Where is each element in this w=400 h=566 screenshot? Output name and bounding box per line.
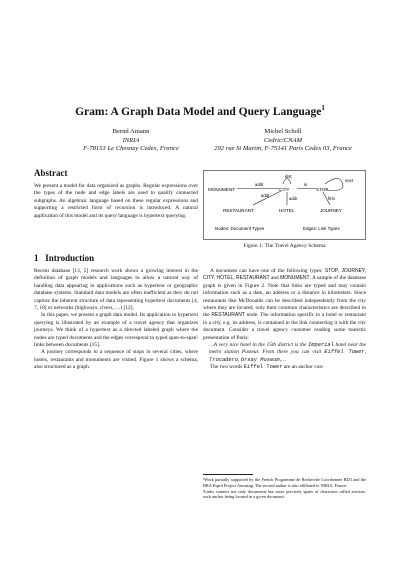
right-paragraph: A document can have one of the following types: STOP, JOURNEY, CITY, HOTEL, RESTAURANT and MONUMENT. A sample of the database graph is given in Figure 2. Note that links are typed and may contain information such as a date, an address or a distance in kilometers. Since restaurants like McDonalds can be described independently from the city where they are located, only their common characteristics are described in the RESTAURANT node. The information specific to a hotel or restaurant in a city, e.g. its address, is contained in the link connecting it with the city document. Consider a travel agency customer reading some touristic presentation of Paris: bbox=[203, 268, 367, 341]
author-name: Michel Scholl bbox=[264, 128, 302, 135]
travel-agency-schema-figure bbox=[203, 170, 366, 240]
footnote-1: ¹Work partially supported by the French Programme de Recherche Coordonnée BD3 and the BRA Esprit Project Amusing. The second author is also affiliated to INRIA, France. bbox=[203, 477, 366, 488]
abstract-heading: Abstract bbox=[34, 168, 68, 178]
label-addr-2: addr bbox=[261, 193, 270, 198]
label-first: first bbox=[328, 196, 335, 201]
abstract-text bbox=[34, 183, 198, 220]
label-addr-3: addr bbox=[289, 196, 298, 201]
author-name: Bernd Amann bbox=[112, 128, 150, 135]
right-column-text bbox=[203, 268, 366, 372]
edge-dist bbox=[283, 179, 291, 185]
node-restaurant: RESTAURANT bbox=[223, 208, 254, 213]
legend-nodes: Nodes: Document Types bbox=[215, 226, 265, 231]
author-address: 292 rue St Martin, F-75141 Paris Cedex 03, France bbox=[214, 145, 352, 153]
intro-paragraph: In this paper, we present a graph data model. Its application to hypertext querying is illustrated by an example of a travel agency that organizes journeys. We think of a hypertext as a directed labeled graph where the nodes are typed documents and the edges correspond to typed span-to-span² links between documents [15]. bbox=[34, 312, 198, 349]
paper-title: Gram: A Graph Data Model and Query Language$^1$ bbox=[75, 104, 325, 118]
footnote-2: ²Links connect not only documents but more precisely spans of characters called anchors, each anchor being located in a given document. bbox=[203, 488, 366, 500]
figure-caption: Figure 1: The Travel Agency Schema bbox=[243, 243, 326, 249]
title-footnote-mark: 1 bbox=[321, 104, 325, 112]
label-in: in bbox=[304, 182, 308, 187]
footnotes bbox=[203, 477, 366, 500]
node-journey: JOURNEY bbox=[320, 208, 342, 213]
intro-paragraph: Recent database [13, 5] research work shows a growing interest in the definition of graph models and languages to allow a natural way of handling data appearing in applications such as hypertext or geographic database systems. Standard data models are often inefficient as they do not capture the inherent structure of data representing hypertext documents [4, 7, 18] or networks (highways, rivers, …) [12]. bbox=[34, 268, 198, 312]
label-dist: dist bbox=[285, 174, 292, 179]
introduction-text bbox=[34, 268, 198, 372]
node-monument: MONUMENT bbox=[208, 187, 236, 192]
quote-paragraph: …A very nice hotel in the 15th district is the Imperial hotel near the metro station Pasteur. From there you can visit Eiffel Tower, Trocadero, Orsay Museum,… bbox=[209, 342, 366, 363]
footnote-rule bbox=[203, 474, 253, 475]
node-city: CITY bbox=[279, 187, 290, 192]
label-addr-1: addr bbox=[255, 182, 264, 187]
intro-paragraph: A journey corresponds to a sequence of stops in several cities, where hotels, restaurants and monuments are visited. Figure 1 shows a schema, also structured as a graph. bbox=[34, 349, 198, 371]
label-next: next bbox=[345, 178, 353, 183]
author-block-2 bbox=[183, 128, 383, 154]
author-address: F-78153 Le Chesnay Cedex, France bbox=[83, 145, 179, 153]
right-paragraph: The two words Eiffel Tower are an anchor con- bbox=[210, 364, 324, 371]
node-hotel: HOTEL bbox=[279, 208, 295, 213]
node-stop: STOP bbox=[316, 187, 329, 192]
author-institution: INRIA bbox=[122, 136, 140, 144]
section-heading-introduction: 1 Introduction bbox=[34, 253, 95, 263]
author-institution: Cedric/CNAM bbox=[263, 136, 303, 144]
legend-edges: Edges: Link Types bbox=[303, 226, 340, 231]
abstract-paragraph: We present a model for data organized as graphs. Regular expressions over the types of the node and edge labels are used to qualify connected subgraphs. An algebraic language based on these regular expressions and supporting a restricted form of recursion is introduced. A natural application of this model and its query language is hypertext querying. bbox=[34, 183, 198, 219]
